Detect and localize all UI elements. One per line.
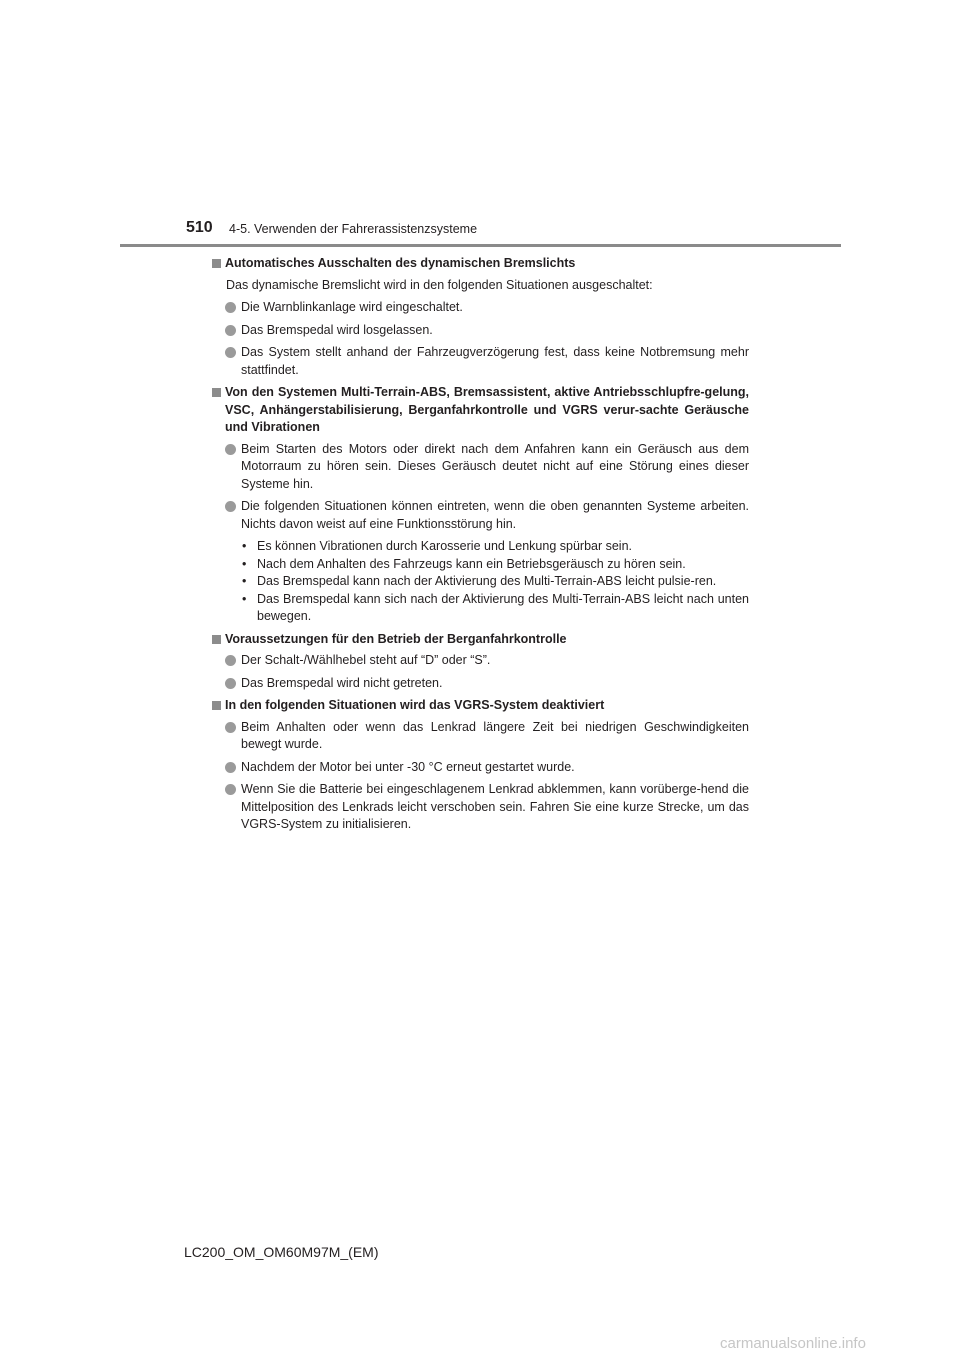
sub-list-item-text: Das Bremspedal kann sich nach der Aktivierung des Multi-Terrain-ABS leicht nach unten bewegen. <box>257 591 749 623</box>
sub-list-item-text: Nach dem Anhalten des Fahrzeugs kann ein Betriebsgeräusch zu hören sein. <box>257 556 686 571</box>
list-item <box>211 299 749 317</box>
dot-bullet-icon: • <box>242 574 247 588</box>
circle-bullet-icon <box>225 762 236 773</box>
circle-bullet-icon <box>225 325 236 336</box>
circle-bullet-icon <box>225 347 236 358</box>
section-title: 4-5. Verwenden der Fahrerassistenzsysteme <box>229 222 478 236</box>
page-number: 510 <box>186 219 213 236</box>
header-divider <box>120 244 841 247</box>
section-noises-vibrations <box>211 384 749 626</box>
circle-bullet-icon <box>225 678 236 689</box>
list-item <box>211 652 749 670</box>
section-heading <box>211 631 749 649</box>
section-heading <box>211 697 749 715</box>
section-vgrs-deactivation <box>211 697 749 834</box>
circle-bullet-icon <box>225 784 236 795</box>
square-bullet-icon <box>212 701 221 710</box>
dot-bullet-icon: • <box>242 556 247 571</box>
dot-bullet-icon: • <box>242 539 247 553</box>
circle-bullet-icon <box>225 501 236 512</box>
square-bullet-icon <box>212 635 221 644</box>
sub-list-item <box>211 556 749 574</box>
list-item-text: Wenn Sie die Batterie bei eingeschlagenem Lenkrad abklemmen, kann vorüberge-hend die Mittelposition des Lenkrads leicht verschoben sein. Fahren Sie eine kurze Strecke, um das VGRS-System zu initialisieren. <box>241 782 749 831</box>
circle-bullet-icon <box>225 302 236 313</box>
sub-list-item <box>211 591 749 626</box>
sub-list <box>211 538 749 626</box>
list-item-text: Beim Anhalten oder wenn das Lenkrad längere Zeit bei niedrigen Geschwindigkeiten bewegt wurde. <box>241 719 749 751</box>
list-item-text: Das Bremspedal wird losgelassen. <box>241 322 433 337</box>
circle-bullet-icon <box>225 655 236 666</box>
sub-list-item-text: Es können Vibrationen durch Karosserie und Lenkung spürbar sein. <box>257 539 633 553</box>
section-heading <box>211 384 749 437</box>
square-bullet-icon <box>212 259 221 268</box>
section-heading-text: Voraussetzungen für den Betrieb der Berganfahrkontrolle <box>225 631 567 646</box>
square-bullet-icon <box>212 388 221 397</box>
list-item-text: Die Warnblinkanlage wird eingeschaltet. <box>241 300 463 314</box>
section-brake-light <box>211 255 749 379</box>
section-intro: Das dynamische Bremslicht wird in den folgenden Situationen ausgeschaltet: <box>226 277 653 292</box>
watermark-text: carmanualsonline.info <box>720 1335 866 1352</box>
list-item <box>211 719 749 754</box>
page-content <box>211 255 749 839</box>
section-heading <box>211 255 749 273</box>
sub-list-item-text: Das Bremspedal kann nach der Aktivierung des Multi-Terrain-ABS leicht pulsie-ren. <box>257 574 717 588</box>
list-item-text: Das System stellt anhand der Fahrzeugverzögerung fest, dass keine Notbremsung mehr stattfindet. <box>241 345 749 377</box>
list-item-text: Das Bremspedal wird nicht getreten. <box>241 675 443 690</box>
list-item-text: Der Schalt-/Wählhebel steht auf “D” oder “S”. <box>241 653 491 667</box>
list-item <box>211 675 749 693</box>
list-item <box>211 344 749 379</box>
list-item <box>211 322 749 340</box>
section-heading-text: In den folgenden Situationen wird das VGRS-System deaktiviert <box>225 698 605 712</box>
list-item-text: Die folgenden Situationen können eintreten, wenn die oben genannten Systeme arbeiten. Nichts davon weist auf eine Funktionsstörung hin. <box>241 499 749 531</box>
list-item-text: Beim Starten des Motors oder direkt nach dem Anfahren kann ein Geräusch aus dem Motorraum zu hören sein. Dieses Geräusch deutet nicht auf eine Störung eines dieser Systeme hin. <box>241 441 749 491</box>
sub-list-item <box>211 573 749 591</box>
section-heading-text: Automatisches Ausschalten des dynamischen Bremslichts <box>225 256 576 270</box>
list-item <box>211 781 749 834</box>
circle-bullet-icon <box>225 722 236 733</box>
circle-bullet-icon <box>225 444 236 455</box>
sub-list-item <box>211 538 749 556</box>
section-heading-text: Von den Systemen Multi-Terrain-ABS, Bremsassistent, aktive Antriebsschlupfre-gelung, VSC, Anhängerstabilisierung, Berganfahrkontrolle und VGRS verur-sachte Geräusche und Vibrationen <box>225 385 749 434</box>
section-hill-start-requirements <box>211 631 749 693</box>
list-item <box>211 759 749 777</box>
list-item <box>211 441 749 494</box>
document-code: LC200_OM_OM60M97M_(EM) <box>184 1244 379 1260</box>
list-item <box>211 498 749 533</box>
dot-bullet-icon: • <box>242 591 247 606</box>
list-item-text: Nachdem der Motor bei unter -30 °C erneut gestartet wurde. <box>241 759 575 774</box>
